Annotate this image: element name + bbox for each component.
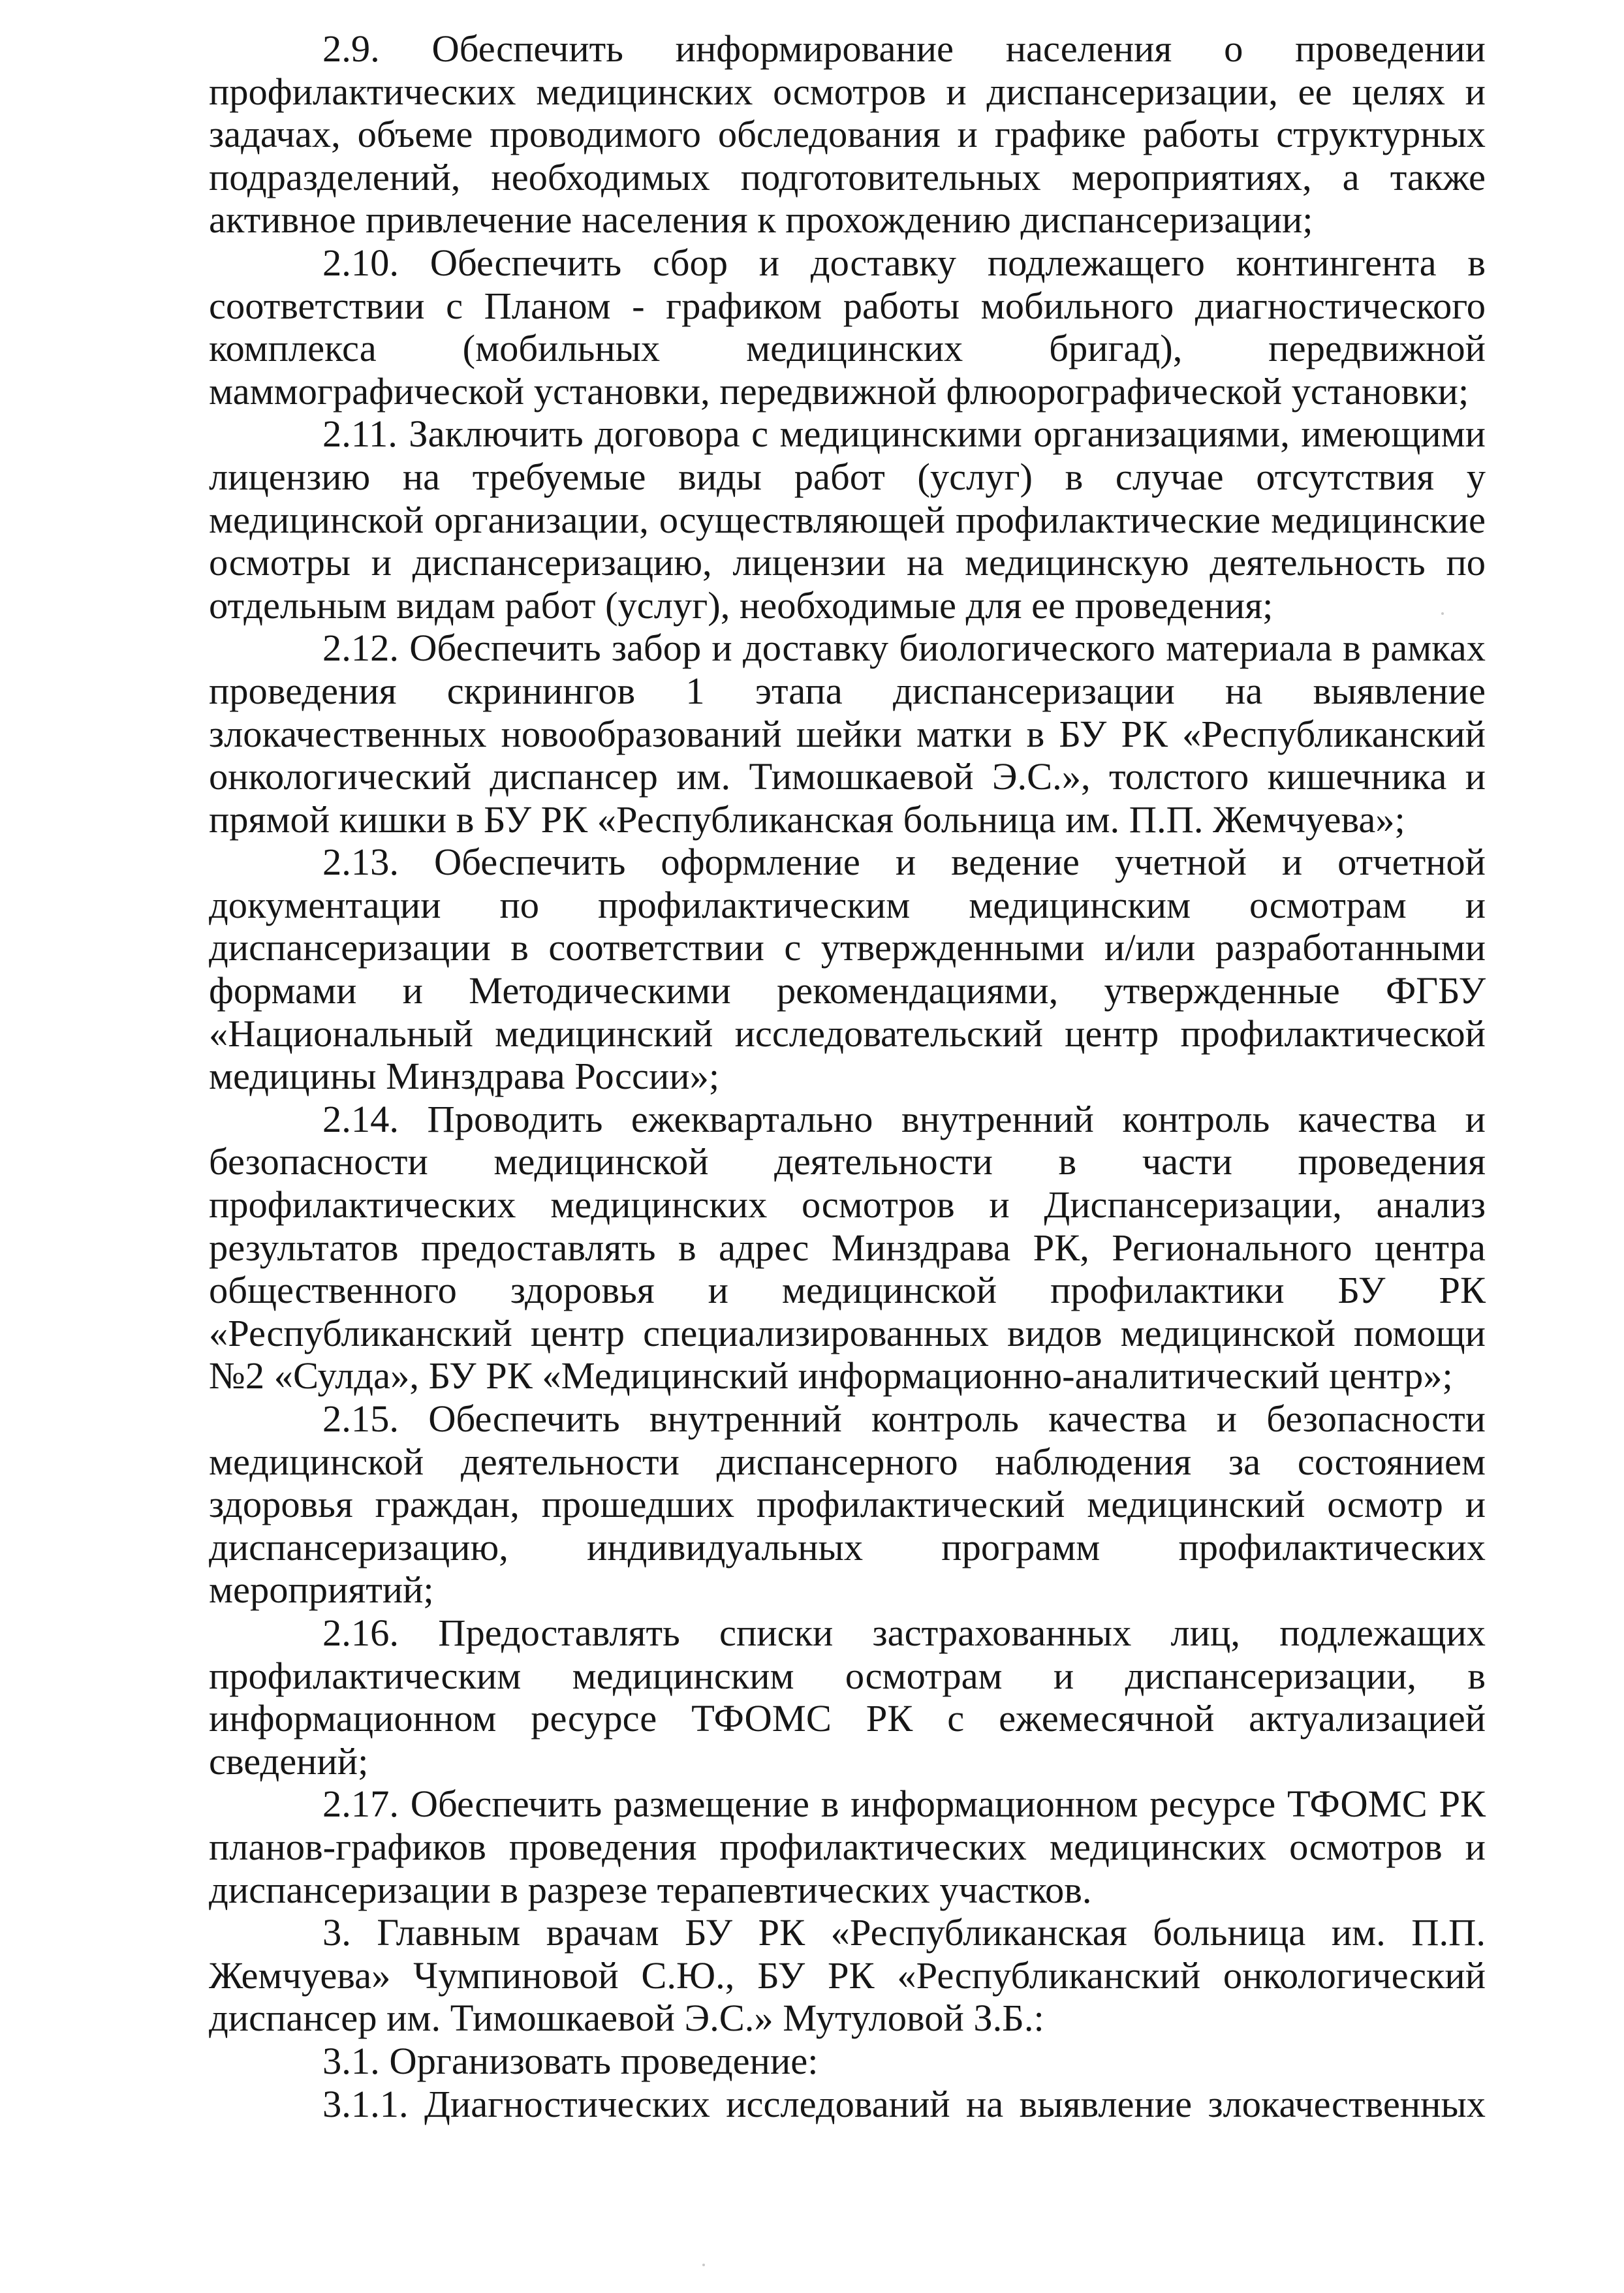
paragraph-2-12: 2.12. Обеспечить забор и доставку биологического материала в рамках проведения скринингов 1 этапа диспансеризации на выявление злокачественных новообразований шейки матки в БУ РК «Республиканский онкологический диспансер им. Тимошкаевой Э.С.», толстого кишечника и прямой кишки в БУ РК «Республиканская больница им. П.П. Жемчуева»; [209,627,1486,841]
paragraph-3: 3. Главным врачам БУ РК «Республиканская больница им. П.П. Жемчуева» Чумпиновой С.Ю., БУ РК «Республиканский онкологический диспансер им. Тимошкаевой Э.С.» Мутуловой З.Б.: [209,1911,1486,2040]
paragraph-2-11: 2.11. Заключить договора с медицинскими организациями, имеющими лицензию на требуемые виды работ (услуг) в случае отсутствия у медицинской организации, осуществляющей профилактические медицинские осмотры и диспансеризацию, лицензии на медицинскую деятельность по отдельным видам работ (услуг), необходимые для ее проведения; [209,413,1486,627]
paragraph-2-16: 2.16. Предоставлять списки застрахованных лиц, подлежащих профилактическим медицинским осмотрам и диспансеризации, в информационном ресурсе ТФОМС РК с ежемесячной актуализацией сведений; [209,1611,1486,1783]
paragraph-2-17: 2.17. Обеспечить размещение в информационном ресурсе ТФОМС РК планов-графиков проведения профилактических медицинских осмотров и диспансеризации в разрезе терапевтических участков. [209,1783,1486,1911]
paragraph-2-13: 2.13. Обеспечить оформление и ведение учетной и отчетной документации по профилактическим медицинским осмотрам и диспансеризации в соответствии с утвержденными и/или разработанными формами и Методическими рекомендациями, утвержденные ФГБУ «Национальный медицинский исследовательский центр профилактической медицины Минздрава России»; [209,841,1486,1098]
document-page [209,27,1486,2125]
paragraph-2-10: 2.10. Обеспечить сбор и доставку подлежащего контингента в соответствии с Планом - графиком работы мобильного диагностического комплекса (мобильных медицинских бригад), передвижной маммографической установки, передвижной флюорографической установки; [209,241,1486,413]
paragraph-2-15: 2.15. Обеспечить внутренний контроль качества и безопасности медицинской деятельности диспансерного наблюдения за состоянием здоровья граждан, прошедших профилактический медицинский осмотр и диспансеризацию, индивидуальных программ профилактических мероприятий; [209,1397,1486,1612]
paragraph-3-1-1: 3.1.1. Диагностических исследований на выявление злокачественных [322,2082,1486,2125]
paragraph-2-14: 2.14. Проводить ежеквартально внутренний контроль качества и безопасности медицинской деятельности в части проведения профилактических медицинских осмотров и Диспансеризации, анализ результатов предоставлять в адрес Минздрава РК, Регионального центра общественного здоровья и медицинской профилактики БУ РК «Республиканский центр специализированных видов медицинской помощи №2 «Сулда», БУ РК «Медицинский информационно-аналитический центр»; [209,1097,1486,1397]
paragraph-2-9: 2.9. Обеспечить информирование населения о проведении профилактических медицинских осмотров и диспансеризации, ее целях и задачах, объеме проводимого обследования и графике работы структурных подразделений, необходимых подготовительных мероприятиях, а также активное привлечение населения к прохождению диспансеризации; [209,27,1486,242]
scan-speck [1441,612,1444,615]
scan-speck [702,2264,705,2266]
paragraph-3-1: 3.1. Организовать проведение: [322,2039,819,2082]
